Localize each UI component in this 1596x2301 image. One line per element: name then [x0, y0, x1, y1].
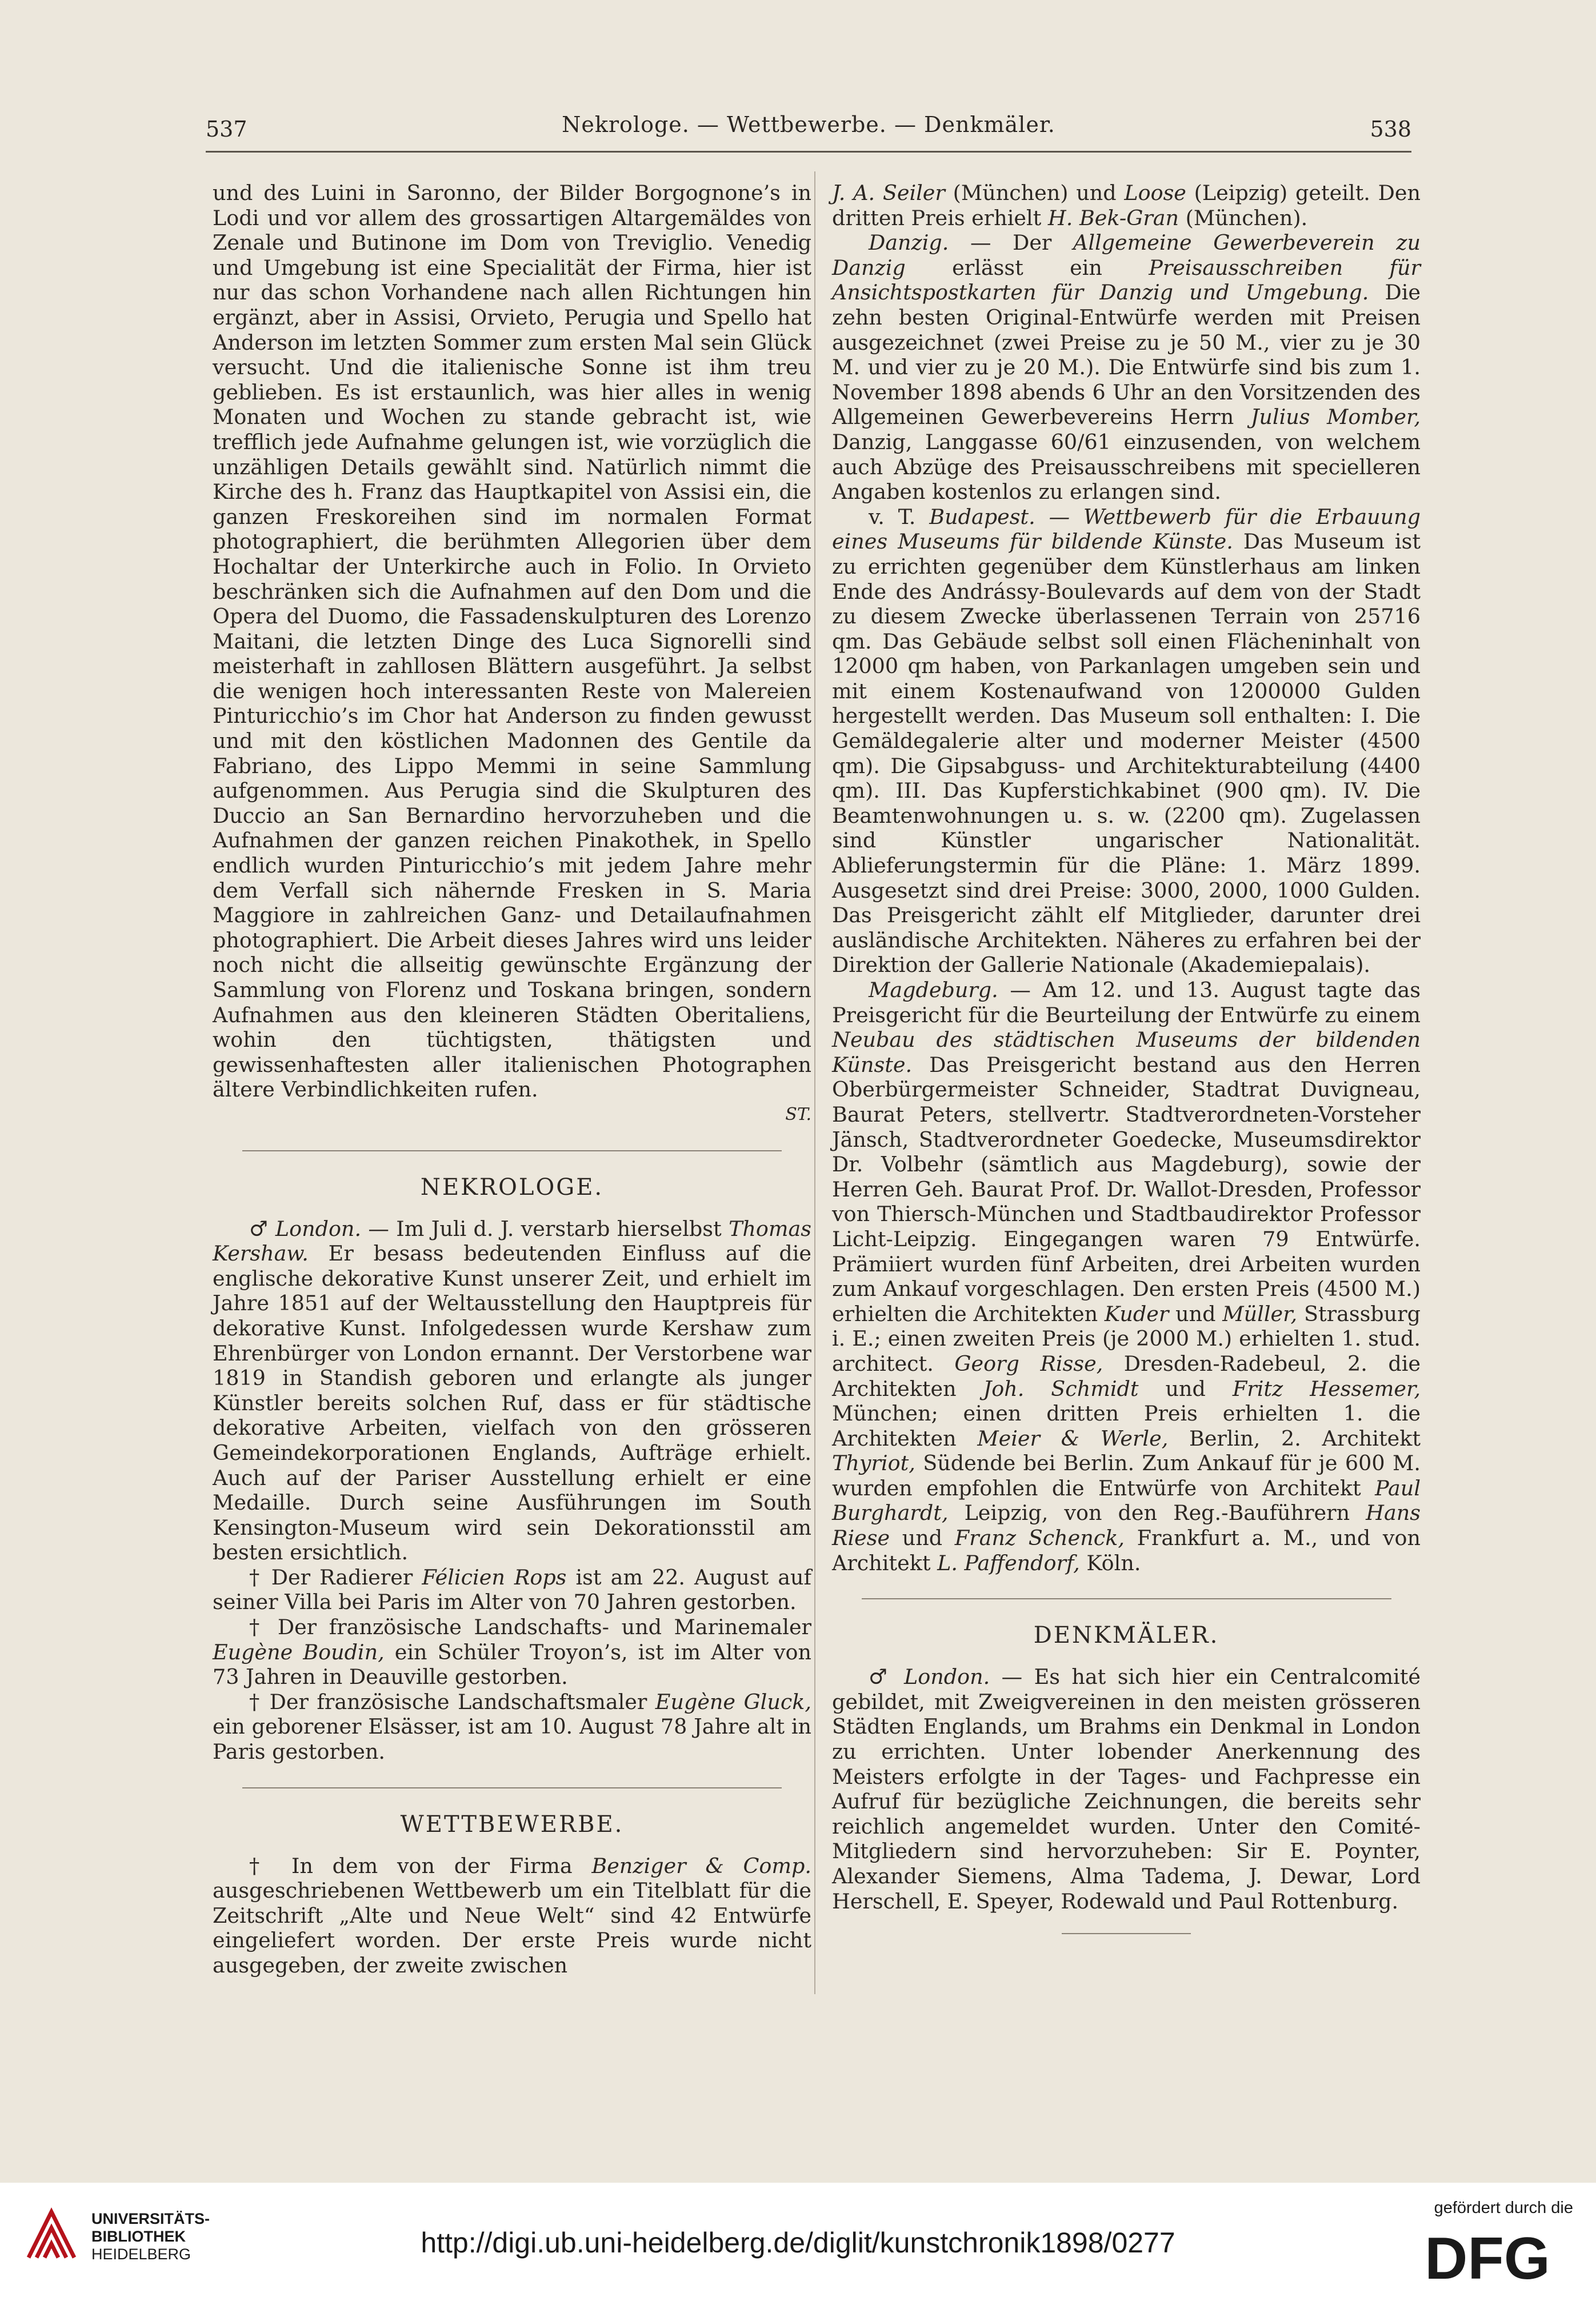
page-number-left: 537 [206, 117, 247, 142]
name-kershaw: Thomas Kershaw. [213, 1216, 811, 1266]
competition-magdeburg: Magdeburg. — Am 12. und 13. August tagte das Preisgericht für die Beurteilung der Entwürfe zu einem Neubau des städtischen Museums der bildenden Künste. Das Preisgericht bestand aus den Herren Oberbürgermeister Schneider, Stadtrat Duvigneau, Baurat Peters, stellvertr. Stadtverordneten-Vorsteher Jänsch, Stadtverordneter Goedecke, Museumsdirektor Dr. Volbehr (sämtlich aus Magdeburg), sowie der Herren Geh. Baurat Prof. Dr. Wallot-Dresden, Professor von Thiersch-München und Stadtbaudirektor Professor Licht-Leipzig. Eingegangen waren 79 Entwürfe. Prämiiert wurden fünf Arbeiten, drei Arbeiten wurden zum Ankauf vorgeschlagen. Den ersten Preis (4500 M.) erhielten die Architekten Kuder und Müller, Strassburg i. E.; einen zweiten Preis (je 2000 M.) erhielten 1. stud. architect. Georg Risse, Dresden-Radebeul, 2. die Architekten Joh. Schmidt und Fritz Hessemer, München; einen dritten Preis erhielten 1. die Architekten Meier & Werle, Berlin, 2. Architekt Thyriot, Südende bei Berlin. Zum Ankauf für je 600 M. wurden empfohlen die Entwürfe von Architekt Paul Burghardt, Leipzig, von den Reg.-Bauführern Hans Riese und Franz Schenck, Frankfurt a. M., und von Architekt L. Paffendorf, Köln. [832, 978, 1421, 1575]
section-title-denkmaeler: DENKMÄLER. [1033, 1622, 1219, 1649]
funding-caption: gefördert durch die [1434, 2199, 1573, 2217]
name-benziger: Benziger & Comp. [591, 1853, 811, 1878]
running-title: Nekrologe. — Wettbewerbe. — Denkmäler. [562, 112, 1055, 137]
end-rule [1062, 1933, 1191, 1934]
section-title-nekrologe: NEKROLOGE. [420, 1174, 604, 1200]
name-gluck: Eugène Gluck, [655, 1689, 812, 1714]
section-title-wettbewerbe: WETTBEWERBE. [400, 1811, 624, 1838]
place-magdeburg: Magdeburg. [869, 978, 998, 1002]
competition-danzig: Danzig. — Der Allgemeine Gewerbeverein zu Danzig erlässt ein Preisausschreiben für Ansichtspostkarten für Danzig und Umgebung. Die zehn besten Original-Entwürfe werden mit Preisen ausgezeichnet (zwei Preise zu je 50 M., vier zu je 30 M. und vier zu je 20 M.). Die Entwürfe sind bis zum 1. November 1898 abends 6 Uhr an den Vorsitzenden des Allgemeinen Gewerbevereins Herrn Julius Momber, Danzig, Langgasse 60/61 einzusenden, von welchem auch Abzüge des Preisausschreibens mit specielleren Angaben kostenlos zu erlangen sind. [832, 230, 1421, 505]
dfg-logo-text: DFG [1425, 2228, 1550, 2286]
place-london: London. [904, 1664, 990, 1690]
place-budapest: Budapest. — Wettbewerb für die Erbauung eines Museums für bildende Künste. [832, 504, 1421, 554]
obituary-kershaw: ♂ London. — Im Juli d. J. verstarb hierselbst Thomas Kershaw. Er besass bedeutenden Einfluss auf die englische dekorative Kunst unserer Zeit, und erhielt im Jahre 1851 auf der Weltausstellung den Hauptpreis für dekorative Kunst. Infolgedessen wurde Kershaw zum Ehrenbürger von London ernannt. Der Verstorbene war 1819 in Standish geboren und erlangte als junger Künstler bereits solchen Ruf, dass er für städtische dekorative Arbeiten, vielfach von den grösseren Gemeindekorporationen Englands, Aufträge erhielt. Auch auf der Pariser Ausstellung erhielt er eine Medaille. Durch seine Ausführungen im South Kensington-Museum wird sein Dekorationsstil am besten ersichtlich. [213, 1216, 811, 1565]
name-boudin: Eugène Boudin, [213, 1639, 385, 1664]
monument-brahms-london: ♂ London. — Es hat sich hier ein Centralcomité gebildet, mit Zweigvereinen in den meisten grösseren Städten Englands, um Brahms ein Denkmal in London zu errichten. Unter lobender Anerkennung des Meisters erfolgte in der Tages- und Fachpresse ein Aufruf für bezügliche Zeichnungen, die bereits sehr reichlich angemeldet wurden. Unter den Comité-Mitgliedern sind hervorzuheben: Sir E. Poynter, Alexander Siemens, Alma Tadema, J. Dewar, Lord Herschell, E. Speyer, Rodewald und Paul Rottenburg. [832, 1664, 1421, 1914]
competition-benziger-cont: J. A. Seiler (München) und Loose (Leipzig) geteilt. Den dritten Preis erhielt H. Bek-Gran (München). [832, 181, 1421, 230]
digitization-footer [0, 2183, 1596, 2301]
permalink-url[interactable]: http://digi.ub.uni-heidelberg.de/diglit/kunstchronik1898/0277 [421, 2227, 1175, 2259]
author-signature: ST. [785, 1104, 811, 1125]
article-continuation: und des Luini in Saronno, der Bilder Borgognone’s in Lodi und vor allem des grossartigen Altargemäldes von Zenale und Butinone im Dom von Treviglio. Venedig und Umgebung ist eine Specialität der Firma, hier ist nur das schon Vorhandene nach allen Richtungen hin ergänzt, aber in Assisi, Orvieto, Perugia und Spello hat Anderson im letzten Sommer zum ersten Mal sein Glück versucht. Und die italienische Sonne ist ihm treu geblieben. Es ist erstaunlich, was hier alles in wenig Monaten und Wochen zu stande gebracht ist, wie trefflich jede Aufnahme gelungen ist, wie vorzüglich die unzähligen Details gewählt sind. Natürlich nimmt die Kirche des h. Franz das Hauptkapitel von Assisi ein, die ganzen Freskoreihen sind im normalen Format photographiert, die berühmten Allegorien über dem Hochaltar der Unterkirche auch in Folio. In Orvieto beschränken sich die Aufnahmen auf den Dom und die Opera del Duomo, die Fassadenskulpturen des Lorenzo Maitani, die letzten Dinge des Luca Signorelli sind meisterhaft in zahllosen Blättern ausgeführt. Ja selbst die wenigen hoch interessanten Reste von Malereien Pinturicchio’s im Chor hat Anderson zu finden gewusst und mit den köstlichen Madonnen des Gentile da Fabriano, des Lippo Memmi in seine Sammlung aufgenommen. Aus Perugia sind die Skulpturen des Duccio an San Bernardino hervorzuheben und die Aufnahmen der ganzen reichen Pinakothek, in Spello endlich wurden Pinturicchio’s mit jedem Jahre mehr dem Verfall sich nähernde Fresken in S. Maria Maggiore in zahlreichen Ganz- und Detailaufnahmen photographiert. Die Arbeit dieses Jahres wird uns leider noch nicht die allseitig gewünschte Ergänzung der Sammlung von Florenz und Toskana bringen, sondern Aufnahmen aus den kleineren Städten Oberitaliens, wohin den tüchtigsten, thätigsten und gewissenhaftesten aller italienischen Photographen ältere Verbindlichkeiten rufen. [213, 181, 811, 1102]
library-name: UNIVERSITÄTS- BIBLIOTHEK HEIDELBERG [91, 2210, 210, 2263]
obituary-boudin: † Der französische Landschafts- und Marinemaler Eugène Boudin, ein Schüler Troyon’s, ist im Alter von 73 Jahren in Deauville gestorben. [213, 1615, 812, 1690]
place-london: London. [275, 1216, 362, 1241]
column-divider [814, 171, 815, 1994]
competition-benziger: † In dem von der Firma Benziger & Comp. ausgeschriebenen Wettbewerb um ein Titelblatt für die Zeitschrift „Alte und Neue Welt“ sind 42 Entwürfe eingeliefert worden. Der erste Preis wurde nicht ausgegeben, der zweite zwischen [213, 1853, 811, 1978]
page-number-right: 538 [1370, 117, 1411, 142]
dfg-logo-icon [1402, 2228, 1573, 2286]
male-symbol: ♂ [869, 1664, 893, 1690]
running-header [206, 112, 1411, 152]
section-rule [242, 1787, 781, 1788]
obituary-gluck: † Der französische Landschaftsmaler Eugène Gluck, ein geborener Elsässer, ist am 10. August 78 Jahre alt in Paris gestorben. [213, 1689, 812, 1764]
left-column [213, 181, 811, 1978]
male-symbol: ♂ [249, 1216, 269, 1241]
section-rule [242, 1150, 781, 1151]
section-rule [862, 1598, 1391, 1599]
obituary-rops: † Der Radierer Félicien Rops ist am 22. August auf seiner Villa bei Paris im Alter von 70 Jahren gestorben. [213, 1564, 812, 1615]
place-danzig: Danzig. [869, 230, 949, 255]
competition-budapest: v. T. Budapest. — Wettbewerb für die Erbauung eines Museums für bildende Künste. Das Museum ist zu errichten gegenüber dem Künstlerhaus am linken Ende des Andrássy-Boulevards auf dem von der Stadt zu diesem Zwecke überlassenen Terrain von 25716 qm. Das Gebäude selbst soll einen Flächeninhalt von 12000 qm haben, von Parkanlagen umgeben sein und mit einem Kostenaufwand von 1200000 Gulden hergestellt werden. Das Museum soll enthalten: I. Die Gemäldegalerie alter und moderner Meister (4500 qm). Die Gipsabguss- und Architekturabteilung (4400 qm). III. Das Kupferstichkabinet (900 qm). IV. Die Beamtenwohnungen u. s. w. (2200 qm). Zugelassen sind Künstler ungarischer Nationalität. Ablieferungstermin für die Pläne: 1. März 1899. Ausgesetzt sind drei Preise: 3000, 2000, 1000 Gulden. Das Preisgericht zählt elf Mitglieder, darunter drei ausländische Architekten. Näheres zu erfahren bei der Direktion der Gallerie Nationale (Akademiepalais). [832, 504, 1421, 978]
name-rops: Félicien Rops [422, 1564, 567, 1590]
right-column [832, 181, 1421, 1934]
header-rule [206, 151, 1411, 153]
